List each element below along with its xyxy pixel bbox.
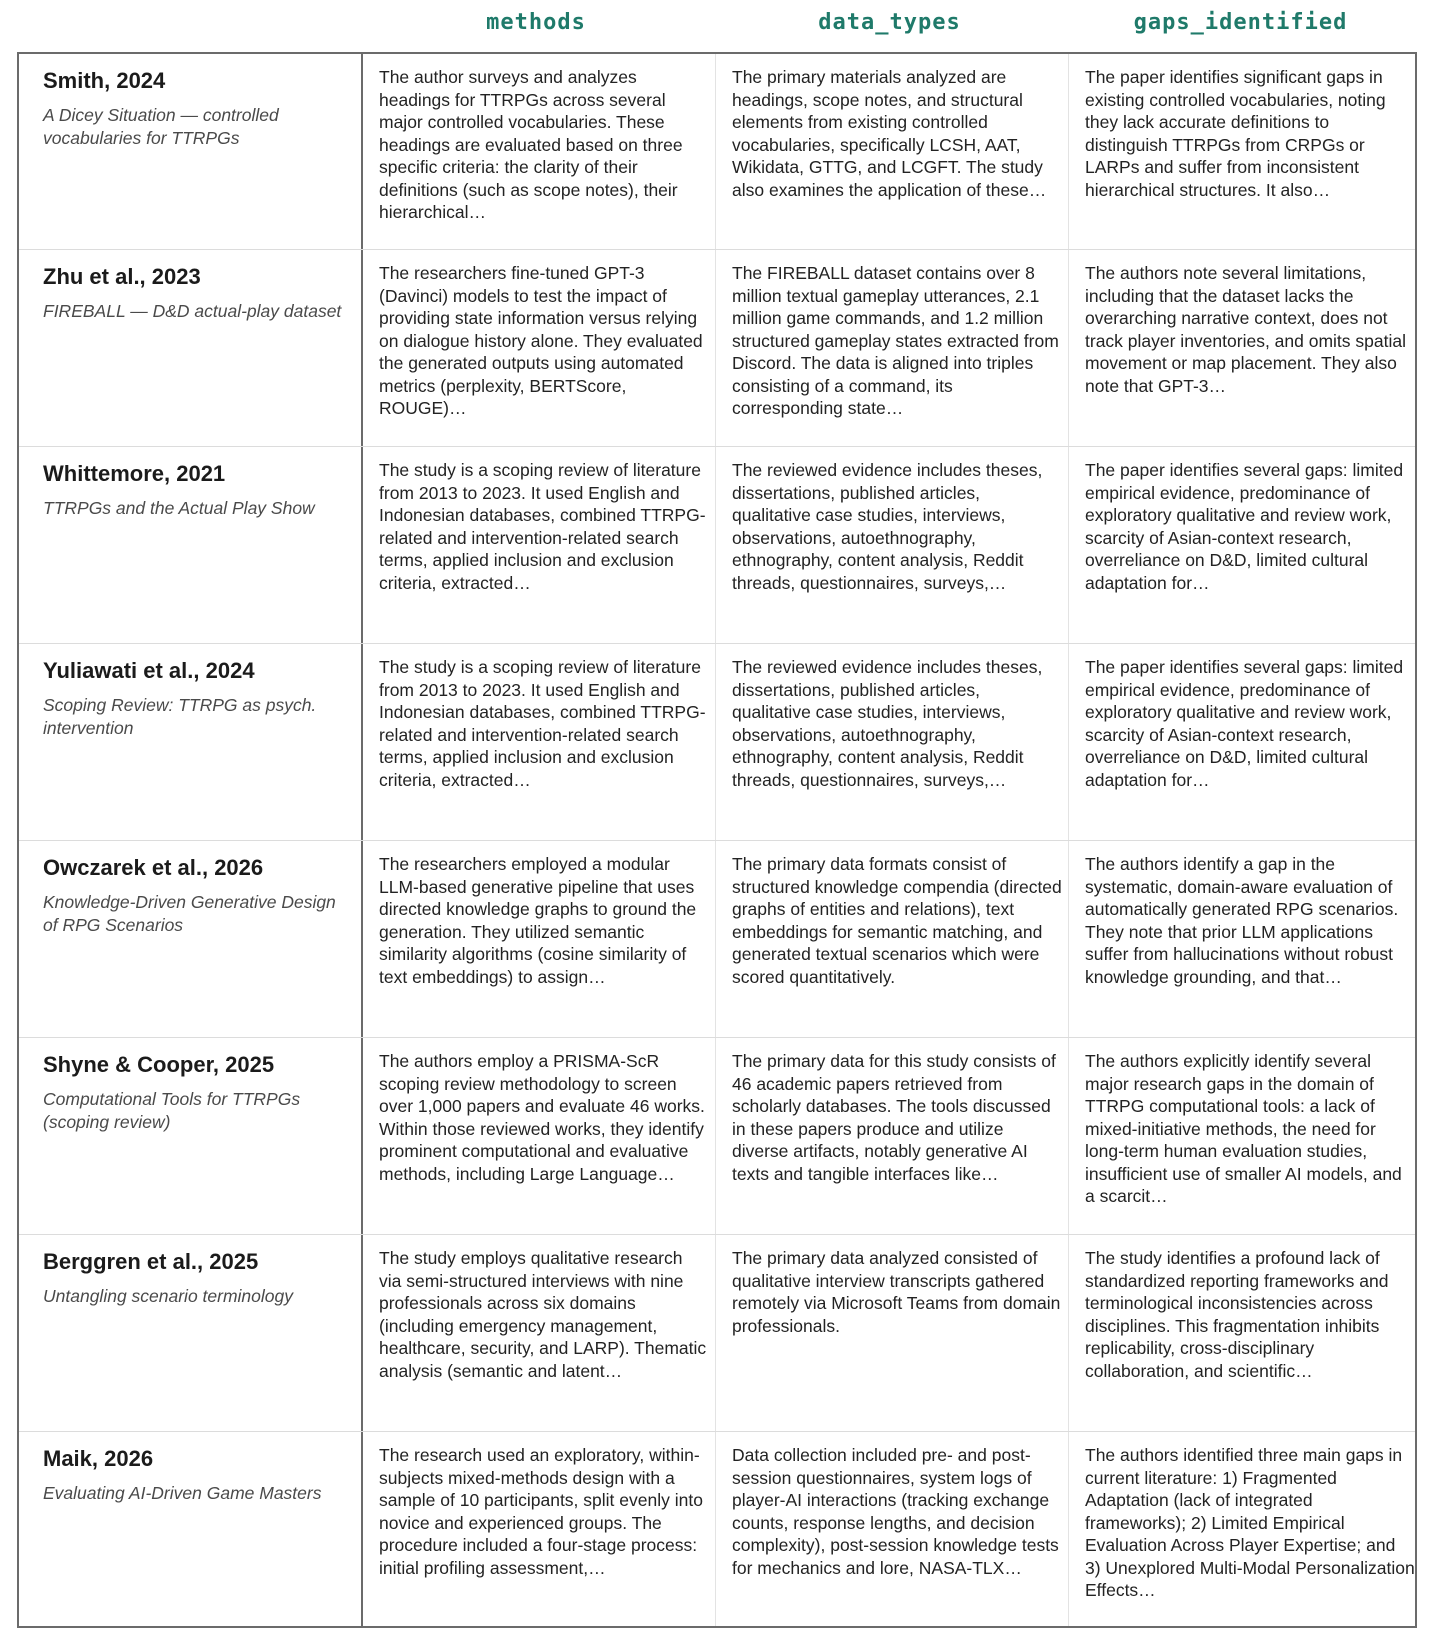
methods-text: The researchers fine-tuned GPT-3 (Davinci) models to test the impact of providing state information versus relying on dialogue history alone. They evaluated the generated outputs using automated metrics (perplexity, BERTScore, ROUGE)… [379,263,703,418]
citation-cell [19,250,361,446]
gaps-text: The authors explicitly identify several major research gaps in the domain of TTRPG computational tools: a lack of mixed-initiative methods, the need for long-term human evaluation studies, insufficient use of smaller AI models, and a scarcit… [1085,1051,1402,1206]
paper-title: Untangling scenario terminology [43,1286,293,1306]
methods-text: The study employs qualitative research via semi-structured interviews with nine professionals across six domains (including emergency management, healthcare, security, and LARP). Thematic analysis (semantic and latent… [379,1248,707,1381]
gaps-cell [1068,1432,1417,1626]
citation: Zhu et al., 2023 [43,264,201,289]
gaps-cell [1068,1235,1417,1431]
table-row [19,1432,1415,1626]
data-types-cell [715,447,1068,643]
gaps-text: The paper identifies significant gaps in existing controlled vocabularies, noting they lack accurate definitions to distinguish TTRPGs from CRPGs or LARPs and suffer from inconsistent hierarchical structures. It also… [1085,67,1386,200]
table-row [19,1235,1415,1432]
citation-cell [19,1432,361,1626]
citation: Maik, 2026 [43,1446,154,1471]
methods-cell [361,1432,715,1626]
data-types-text: The primary data formats consist of structured knowledge compendia (directed graphs of entities and relations), text embeddings for semantic matching, and generated textual scenarios which were scored quantitatively. [732,854,1062,987]
gaps-cell [1068,1038,1417,1234]
methods-cell [361,447,715,643]
table-row [19,841,1415,1038]
gaps-text: The authors identified three main gaps in current literature: 1) Fragmented Adaptation (lack of integrated frameworks); 2) Limited Empirical Evaluation Across Player Expertise; and 3) Unexplored Multi-Modal Personalization Effects… [1085,1445,1415,1600]
table-row [19,644,1415,841]
citation: Yuliawati et al., 2024 [43,658,255,683]
table-row [19,250,1415,447]
citation-cell [19,1038,361,1234]
methods-text: The author surveys and analyzes headings for TTRPGs across several major controlled vocabularies. These headings are evaluated based on three specific criteria: the clarity of their definitions (such as scope notes), their hierarchical… [379,67,683,222]
citation-cell [19,841,361,1037]
methods-cell [361,1235,715,1431]
header-data-types: data_types [818,10,961,35]
methods-text: The research used an exploratory, within-subjects mixed-methods design with a sample of 10 participants, split evenly into novice and experienced groups. The procedure included a four-stage process: initial profiling assessment,… [379,1445,703,1578]
header-gaps-identified: gaps_identified [1133,10,1348,35]
methods-cell [361,54,715,249]
data-types-text: The reviewed evidence includes theses, dissertations, published articles, qualitative case studies, interviews, observations, autoethnography, ethnography, content analysis, Reddit threads, questionnaires, surveys,… [732,657,1043,790]
data-types-text: The primary data for this study consists of 46 academic papers retrieved from scholarly databases. The tools discussed in these papers produce and utilize diverse artifacts, notably generative AI texts and tangible interfaces like… [732,1051,1056,1184]
paper-title: TTRPGs and the Actual Play Show [43,498,315,518]
table-row [19,1038,1415,1235]
data-types-text: Data collection included pre- and post-session questionnaires, system logs of player-AI interactions (tracking exchange counts, response lengths, and decision complexity), post-session knowledge tests for mechanics and lore, NASA-TLX… [732,1445,1059,1578]
data-types-cell [715,644,1068,840]
gaps-text: The paper identifies several gaps: limited empirical evidence, predominance of exploratory qualitative and review work, scarcity of Asian-context research, overreliance on D&D, limited cultural adaptation for… [1085,460,1404,593]
citation: Whittemore, 2021 [43,461,226,486]
data-types-text: The FIREBALL dataset contains over 8 million textual gameplay utterances, 2.1 million game commands, and 1.2 million structured gameplay states extracted from Discord. The data is aligned into triples consisting of a command, its corresponding state… [732,263,1059,418]
table-row [19,54,1415,250]
data-types-cell [715,1038,1068,1234]
paper-title: FIREBALL — D&D actual-play dataset [43,301,342,321]
data-types-text: The primary materials analyzed are headings, scope notes, and structural elements from existing controlled vocabularies, specifically LCSH, AAT, Wikidata, GTTG, and LCGFT. The study also examines the application of these… [732,67,1047,200]
literature-table [17,52,1417,1628]
citation: Smith, 2024 [43,68,166,93]
header-methods: methods [486,10,586,35]
methods-text: The researchers employed a modular LLM-based generative pipeline that uses directed knowledge graphs to ground the generation. They utilized semantic similarity algorithms (cosine similarity of text embeddings) to assign… [379,854,697,987]
methods-cell [361,1038,715,1234]
methods-cell [361,644,715,840]
paper-title: Scoping Review: TTRPG as psych. intervention [43,695,317,738]
table-header-row [0,0,1433,52]
gaps-text: The study identifies a profound lack of standardized reporting frameworks and terminological inconsistencies across disciplines. This fragmentation inhibits replicability, cross-disciplinary collaboration, and scientific… [1085,1248,1389,1381]
data-types-cell [715,250,1068,446]
methods-text: The authors employ a PRISMA-ScR scoping review methodology to screen over 1,000 papers and evaluate 46 works. Within those reviewed works, they identify prominent computational and evaluative methods, including Large Language… [379,1051,705,1184]
paper-title: Evaluating AI-Driven Game Masters [43,1483,322,1503]
citation: Shyne & Cooper, 2025 [43,1052,275,1077]
data-types-cell [715,1432,1068,1626]
gaps-cell [1068,447,1417,643]
citation: Owczarek et al., 2026 [43,855,264,880]
gaps-cell [1068,54,1417,249]
gaps-cell [1068,841,1417,1037]
methods-cell [361,250,715,446]
citation-cell [19,1235,361,1431]
methods-cell [361,841,715,1037]
gaps-text: The authors identify a gap in the systematic, domain-aware evaluation of automatically generated RPG scenarios. They note that prior LLM applications suffer from hallucinations without robust knowledge grounding, and that… [1085,854,1399,987]
data-types-cell [715,54,1068,249]
citation-cell [19,54,361,249]
gaps-cell [1068,250,1417,446]
data-types-cell [715,841,1068,1037]
gaps-text: The paper identifies several gaps: limited empirical evidence, predominance of exploratory qualitative and review work, scarcity of Asian-context research, overreliance on D&D, limited cultural adaptation for… [1085,657,1404,790]
data-types-text: The primary data analyzed consisted of qualitative interview transcripts gathered remotely via Microsoft Teams from domain professionals. [732,1248,1061,1336]
citation: Berggren et al., 2025 [43,1249,259,1274]
citation-cell [19,644,361,840]
gaps-cell [1068,644,1417,840]
methods-text: The study is a scoping review of literature from 2013 to 2023. It used English and Indonesian databases, combined TTRPG-related and intervention-related search terms, applied inclusion and exclusion criteria, extracted… [379,657,706,790]
data-types-text: The reviewed evidence includes theses, dissertations, published articles, qualitative case studies, interviews, observations, autoethnography, ethnography, content analysis, Reddit threads, questionnaires, surveys,… [732,460,1043,593]
citation-cell [19,447,361,643]
gaps-text: The authors note several limitations, including that the dataset lacks the overarching narrative context, does not track player inventories, and omits spatial movement or map placement. They also note that GPT-3… [1085,263,1406,396]
paper-title: Knowledge-Driven Generative Design of RPG Scenarios [43,892,336,935]
data-types-cell [715,1235,1068,1431]
methods-text: The study is a scoping review of literature from 2013 to 2023. It used English and Indonesian databases, combined TTRPG-related and intervention-related search terms, applied inclusion and exclusion criteria, extracted… [379,460,706,593]
paper-title: A Dicey Situation — controlled vocabularies for TTRPGs [43,105,279,148]
paper-title: Computational Tools for TTRPGs (scoping review) [43,1089,301,1132]
table-row [19,447,1415,644]
